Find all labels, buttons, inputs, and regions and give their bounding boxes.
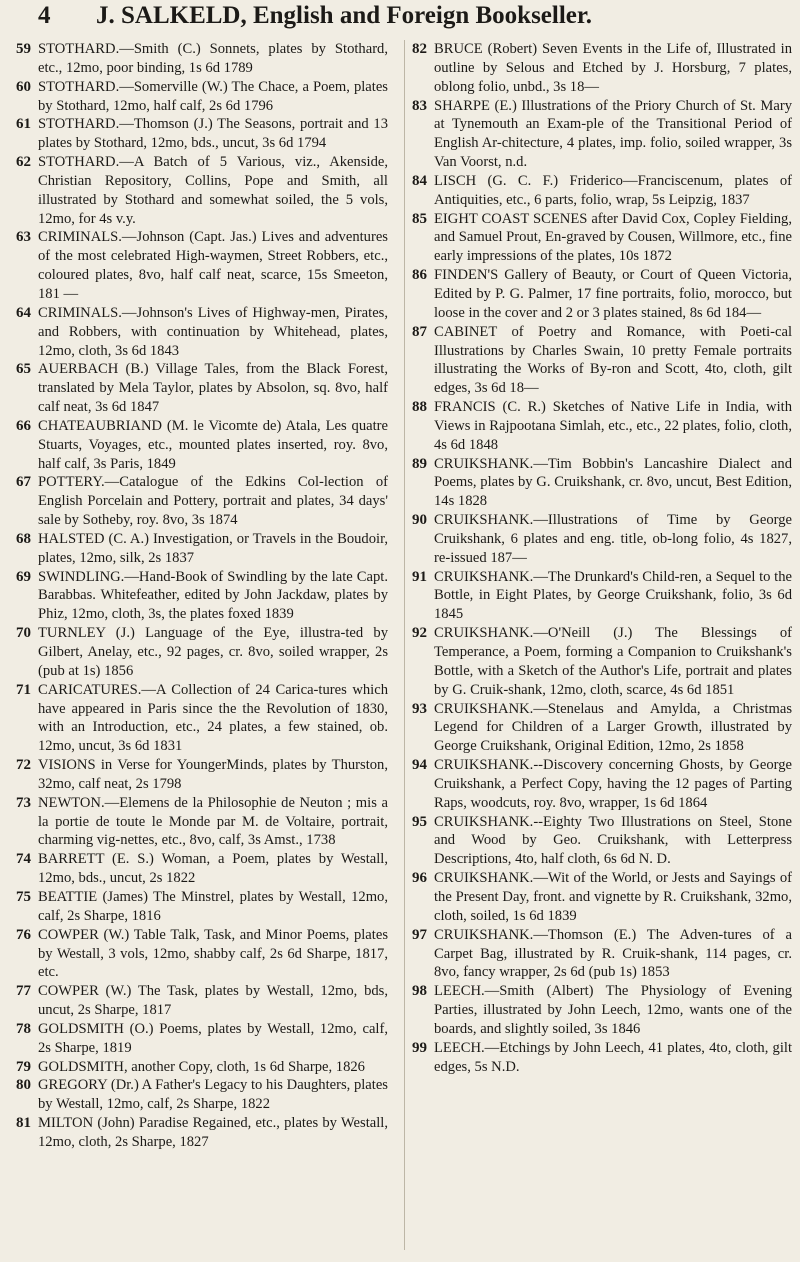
catalogue-entry <box>16 888 388 926</box>
entry-text: CRUIKSHANK.—Illustrations of Time by George Cruikshank, 6 plates and eng. title, ob-long folio, 4s 1827, re-issued 187— <box>434 512 792 566</box>
page-header <box>0 0 800 36</box>
entry-text: STOTHARD.—Somerville (W.) The Chace, a Poem, plates by Stothard, 12mo, half calf, 2s 6d 1796 <box>38 78 388 114</box>
entry-text: VISIONS in Verse for YoungerMinds, plates by Thurston, 32mo, calf neat, 2s 1798 <box>38 757 388 792</box>
entry-text: COWPER (W.) Table Talk, Task, and Minor Poems, plates by Westall, 3 vols, 12mo, shabby calf, 2s 6d Sharpe, 1817, etc. <box>38 926 388 981</box>
entry-number: 83 <box>412 97 427 114</box>
entry-text: AUERBACH (B.) Village Tales, from the Black Forest, translated by Mela Taylor, plates by Absolon, sq. 8vo, half calf neat, 3s 6d 1847 <box>38 361 388 416</box>
entry-text: BARRETT (E. S.) Woman, a Poem, plates by Westall, 12mo, bds., uncut, 2s 1822 <box>38 851 388 887</box>
entry-text: EIGHT COAST SCENES after David Cox, Copley Fielding, and Samuel Prout, En-graved by Cousen, Willmore, etc., fine early impressions of the plates, 10s 1872 <box>434 210 792 265</box>
entry-number: 90 <box>412 512 427 529</box>
catalogue-entry <box>412 210 792 267</box>
right-column <box>412 40 792 1076</box>
entry-number: 67 <box>16 474 31 491</box>
entry-text: BEATTIE (James) The Minstrel, plates by Westall, 12mo, calf, 2s Sharpe, 1816 <box>38 888 388 924</box>
entry-number: 93 <box>412 700 427 717</box>
entry-text: CRUIKSHANK.—Wit of the World, or Jests and Sayings of the Present Day, front. and vignette by R. Cruikshank, 32mo, cloth, soiled, 1s 6d 1839 <box>434 870 792 924</box>
entry-text: BRUCE (Robert) Seven Events in the Life of, Illustrated in outline by Selous and Etched by J. Horsburg, 7 plates, oblong folio, unbd., 3s 18— <box>434 41 792 95</box>
entry-number: 70 <box>16 625 31 642</box>
catalogue-entry <box>16 756 388 794</box>
entry-text: STOTHARD.—Thomson (J.) The Seasons, portrait and 13 plates by Stothard, 12mo, bds., uncut, 3s 6d 1794 <box>38 116 388 152</box>
page-number: 4 <box>38 2 51 29</box>
entry-number: 65 <box>16 361 31 378</box>
entry-text: CRUIKSHANK.--Discovery concerning Ghosts, by George Cruikshank, a Perfect Copy, having the 12 pages of Parting Raps, woodcuts, roy. 8vo, wrapper, 1s 6d 1864 <box>434 757 792 811</box>
column-divider <box>404 40 405 1250</box>
entry-number: 63 <box>16 229 31 246</box>
entry-number: 75 <box>16 888 31 905</box>
catalogue-entry <box>412 700 792 757</box>
entry-text: CRUIKSHANK.--Eighty Two Illustrations on Steel, Stone and Wood by Geo. Cruikshank, with Letterpress Descriptions, 4to, half cloth, 6s 6d N. D. <box>434 813 792 868</box>
entry-text: HALSTED (C. A.) Investigation, or Travels in the Boudoir, plates, 12mo, silk, 2s 1837 <box>38 530 388 566</box>
entry-number: 79 <box>16 1058 31 1075</box>
entry-number: 62 <box>16 154 31 171</box>
catalogue-entry <box>412 926 792 983</box>
catalogue-entry <box>412 40 792 97</box>
entry-text: CRUIKSHANK.—Thomson (E.) The Adven-tures of a Carpet Bag, illustrated by R. Cruik-shank, 114 pages, cr. 8vo, fancy wrapper, 2s 6d (pub 1s) 1853 <box>434 926 792 981</box>
catalogue-entry <box>412 813 792 870</box>
entry-number: 77 <box>16 983 31 1000</box>
entry-number: 97 <box>412 926 427 943</box>
catalogue-entry <box>16 850 388 888</box>
catalogue-entry <box>412 982 792 1039</box>
catalogue-entry <box>16 78 388 116</box>
catalogue-entry <box>412 1039 792 1077</box>
entry-text: SWINDLING.—Hand-Book of Swindling by the late Capt. Barabbas. Whitefeather, edited by John Jackdaw, plates by Phiz, 12mo, cloth, 3s, the plates foxed 1839 <box>38 568 388 623</box>
entry-text: SHARPE (E.) Illustrations of the Priory Church of St. Mary at Tynemouth an Exam-ple of the Transitional Period of English Ar-chitecture, 4 plates, imp. folio, soiled wrapper, 3s Van Voorst, n.d. <box>434 97 792 171</box>
entry-number: 78 <box>16 1020 31 1037</box>
catalogue-entry <box>16 40 388 78</box>
entry-number: 69 <box>16 568 31 585</box>
entry-number: 85 <box>412 210 427 227</box>
catalogue-entry <box>412 568 792 625</box>
entry-number: 73 <box>16 794 31 811</box>
entry-text: CRIMINALS.—Johnson's Lives of Highway-men, Pirates, and Robbers, with continuation by Whitehead, plates, 12mo, cloth, 3s 6d 1843 <box>38 304 388 359</box>
entry-number: 68 <box>16 530 31 547</box>
entry-text: CHATEAUBRIAND (M. le Vicomte de) Atala, Les quatre Stuarts, Voyages, etc., mounted plates inserted, roy. 8vo, half calf, 3s Paris, 1849 <box>38 417 388 472</box>
entry-text: CRIMINALS.—Johnson (Capt. Jas.) Lives and adventures of the most celebrated High-waymen, Street Robbers, etc., coloured plates, 8vo, half calf neat, scarce, 15s Smeeton, 181 — <box>38 229 388 302</box>
left-column <box>16 40 388 1152</box>
entry-number: 91 <box>412 568 427 585</box>
catalogue-entry <box>16 1058 388 1077</box>
entry-number: 94 <box>412 757 427 774</box>
entry-text: LEECH.—Smith (Albert) The Physiology of Evening Parties, illustrated by John Leech, 12mo, wants one of the boards, and slightly soiled, 3s 1846 <box>434 983 792 1037</box>
entry-number: 87 <box>412 323 427 340</box>
entry-number: 71 <box>16 681 31 698</box>
catalogue-entry <box>412 756 792 813</box>
catalogue-entry <box>16 568 388 625</box>
entry-number: 72 <box>16 757 31 774</box>
entry-text: CRUIKSHANK.—O'Neill (J.) The Blessings of Temperance, a Poem, forming a Companion to Cruikshank's Bottle, with a Sketch of the Author's Life, portrait and plates by G. Cruik-shank, 12mo, cloth, scarce, 4s 6d 1851 <box>434 625 792 698</box>
catalogue-entry <box>16 473 388 530</box>
catalogue-entry <box>16 417 388 474</box>
entry-number: 81 <box>16 1115 31 1132</box>
catalogue-title: J. SALKELD, English and Foreign Bookseller. <box>96 2 592 29</box>
catalogue-entry <box>412 97 792 172</box>
entry-text: CRUIKSHANK.—The Drunkard's Child-ren, a Sequel to the Bottle, in Eight Plates, by George Cruikshank, folio, 3s 6d 1845 <box>434 568 792 623</box>
entry-number: 74 <box>16 851 31 868</box>
entry-number: 82 <box>412 41 427 57</box>
catalogue-entry <box>412 323 792 398</box>
catalogue-entry <box>16 624 388 681</box>
entry-text: NEWTON.—Elemens de la Philosophie de Neuton ; mis a la portie de toute le Monde par M. de Voltaire, portrait, charming vig-nettes, etc., 8vo, calf, 3s Amst., 1738 <box>38 794 388 849</box>
entry-text: GOLDSMITH (O.) Poems, plates by Westall, 12mo, calf, 2s Sharpe, 1819 <box>38 1020 388 1056</box>
catalogue-entry <box>16 360 388 417</box>
catalogue-entry <box>16 1076 388 1114</box>
entry-number: 76 <box>16 926 31 943</box>
catalogue-entry <box>412 624 792 699</box>
catalogue-entry <box>16 153 388 228</box>
entry-number: 98 <box>412 983 427 1000</box>
entry-number: 60 <box>16 78 31 95</box>
catalogue-entry <box>412 455 792 512</box>
entry-number: 61 <box>16 116 31 133</box>
catalogue-entry <box>412 266 792 323</box>
entry-text: CARICATURES.—A Collection of 24 Carica-tures which have appeared in Paris since the the Revolution of 1830, with an Introduction, etc., 24 plates, a few stained, ob. 12mo, uncut, 3s 6d 1831 <box>38 681 388 755</box>
entry-text: GREGORY (Dr.) A Father's Legacy to his Daughters, plates by Westall, 12mo, calf, 2s Sharpe, 1822 <box>38 1077 388 1113</box>
entry-number: 59 <box>16 41 31 57</box>
entry-number: 64 <box>16 304 31 321</box>
catalogue-entry <box>16 304 388 361</box>
catalogue-entry <box>16 530 388 568</box>
entry-number: 92 <box>412 625 427 642</box>
catalogue-entry <box>16 982 388 1020</box>
entry-text: LISCH (G. C. F.) Friderico—Franciscenum, plates of Antiquities, etc., 6 parts, folio, wrap, 5s Leipzig, 1837 <box>434 172 792 208</box>
entry-number: 66 <box>16 417 31 434</box>
entry-number: 80 <box>16 1077 31 1094</box>
catalogue-entry <box>16 794 388 851</box>
catalogue-entry <box>16 1020 388 1058</box>
catalogue-entry <box>16 926 388 983</box>
entry-text: TURNLEY (J.) Language of the Eye, illustra-ted by Gilbert, Anelay, etc., 92 pages, cr. 8vo, soiled wrapper, 2s (pub at 1s) 1856 <box>38 625 388 679</box>
entry-text: CRUIKSHANK.—Tim Bobbin's Lancashire Dialect and Poems, plates by G. Cruikshank, cr. 8vo, uncut, Best Edition, 14s 1828 <box>434 455 792 510</box>
entry-number: 86 <box>412 267 427 284</box>
catalogue-entry <box>412 172 792 210</box>
entry-text: COWPER (W.) The Task, plates by Westall, 12mo, bds, uncut, 2s Sharpe, 1817 <box>38 983 388 1019</box>
entry-text: CABINET of Poetry and Romance, with Poeti-cal Illustrations by Charles Swain, 10 pretty Female portraits illustrating the Works of By-ron and Scott, 4to, cloth, gilt edges, 3s 6d 18— <box>434 323 792 397</box>
entry-text: LEECH.—Etchings by John Leech, 41 plates, 4to, cloth, gilt edges, 5s N.D. <box>434 1039 792 1075</box>
entry-text: GOLDSMITH, another Copy, cloth, 1s 6d Sharpe, 1826 <box>38 1058 365 1075</box>
catalogue-entry <box>16 115 388 153</box>
entry-number: 84 <box>412 172 427 189</box>
catalogue-entry <box>412 511 792 568</box>
catalogue-entry <box>16 681 388 756</box>
entry-text: FRANCIS (C. R.) Sketches of Native Life in India, with Views in Rajpootana Simlah, etc., etc., 22 plates, folio, cloth, 4s 6d 1848 <box>434 399 792 453</box>
catalogue-entry <box>412 869 792 926</box>
entry-number: 96 <box>412 870 427 887</box>
entry-text: FINDEN'S Gallery of Beauty, or Court of Queen Victoria, Edited by P. G. Palmer, 17 fine portraits, folio, morocco, but loose in the cover and 2 or 3 plates stained, 8s 6d 184— <box>434 267 792 321</box>
entry-number: 99 <box>412 1039 427 1056</box>
entry-text: CRUIKSHANK.—Stenelaus and Amylda, a Christmas Legend for Children of a Larger Growth, illustrated by George Cruikshank, Original Edition, 12mo, 2s 1858 <box>434 700 792 755</box>
entry-text: MILTON (John) Paradise Regained, etc., plates by Westall, 12mo, cloth, 2s Sharpe, 1827 <box>38 1115 388 1150</box>
entry-number: 88 <box>412 399 427 416</box>
catalogue-entry <box>412 398 792 455</box>
entry-text: POTTERY.—Catalogue of the Edkins Col-lection of English Porcelain and Pottery, portrait and plates, 34 days' sale by Sotheby, roy. 8vo, 3s 1874 <box>38 474 388 529</box>
catalogue-entry <box>16 1114 388 1152</box>
entry-number: 89 <box>412 455 427 472</box>
catalogue-entry <box>16 228 388 303</box>
entry-text: STOTHARD.—Smith (C.) Sonnets, plates by Stothard, etc., 12mo, poor binding, 1s 6d 1789 <box>38 41 388 76</box>
entry-number: 95 <box>412 813 427 830</box>
entry-text: STOTHARD.—A Batch of 5 Various, viz., Akenside, Christian Repository, Collins, Pope and Smith, all illustrated by Stothard and somewhat soiled, the 5 vols, 12mo, for 4s v.y. <box>38 154 388 227</box>
